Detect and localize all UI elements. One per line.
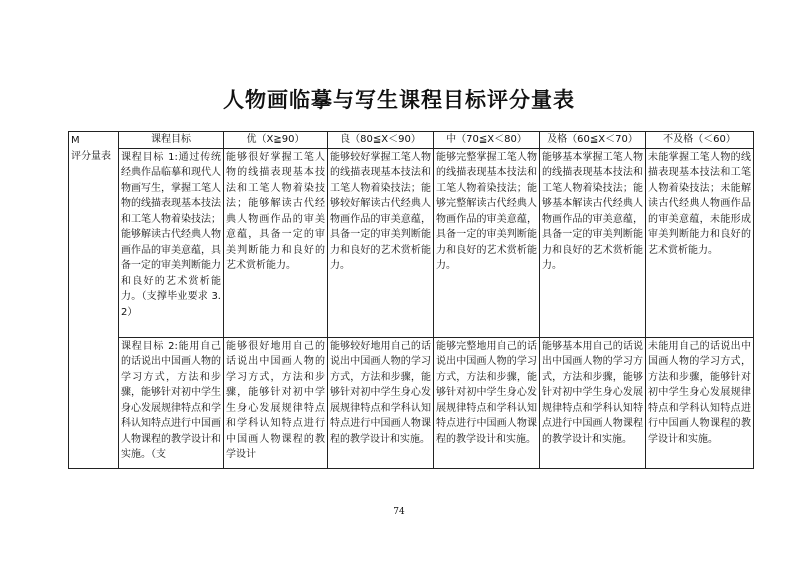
excellent-cell: 能够很好地用自己的话说出中国画人物的学习方式，方法和步骤，能够针对初中学生身心发展规律特点和学科认知特点进行中国画人物课程的教学设计 <box>224 337 328 468</box>
pass-cell: 能够基本掌握工笔人物的线描表现基本技法和工笔人物着染技法；能够基本解读古代经典人物画作品的审美意蕴，具备一定的审美判断能力和良好的艺术赏析能力。 <box>540 148 646 337</box>
column-header-fail: 不及格（＜60） <box>646 132 754 149</box>
pass-cell: 能够基本用自己的话说出中国画人物的学习方式，方法和步骤，能够针对初中学生身心发展规律特点和学科认知特点进行中国画人物课程的教学设计和实施。 <box>540 337 646 468</box>
page-number: 74 <box>393 507 405 517</box>
rubric-table <box>68 131 754 469</box>
fail-cell: 未能用自己的话说出中国画人物的学习方式，方法和步骤，能够针对初中学生身心发展规律特点和学科认知特点进行中国画人物课程的教学设计和实施。 <box>646 337 754 468</box>
header-row <box>69 132 754 149</box>
excellent-cell: 能够很好掌握工笔人物的线描表现基本技法和工笔人物着染技法；能够解读古代经典人物画作品的审美意蕴，具备一定的审美判断能力和良好的艺术赏析能力。 <box>224 148 328 337</box>
column-header-objective: 课程目标 <box>119 132 224 149</box>
good-cell: 能够较好掌握工笔人物的线描表现基本技法和工笔人物着染技法；能够较好解读古代经典人物画作品的审美意蕴，具备一定的审美判断能力和良好的艺术赏析能力。 <box>328 148 434 337</box>
objective-cell: 课程目标 1:通过传统经典作品临摹和现代人物画写生，掌握工笔人物的线描表现基本技法和工笔人物着染技法；能够解读古代经典人物画作品的审美意蕴，具备一定的审美判断能力和良好的艺术赏析能力。（支撑毕业要求 3.2） <box>119 148 224 337</box>
medium-cell: 能够完整地用自己的话说出中国画人物的学习方式，方法和步骤，能够针对初中学生身心发展规律特点和学科认知特点进行中国画人物课程的教学设计和实施。 <box>434 337 540 468</box>
objective-cell: 课程目标 2:能用自己的话说出中国画人物的学习方式，方法和步骤，能够针对初中学生身心发展规律特点和学科认知特点进行中国画人物课程的教学设计和实施。（支 <box>119 337 224 468</box>
column-header-good: 良（80≦X＜90） <box>328 132 434 149</box>
column-header-pass: 及格（60≦X＜70） <box>540 132 646 149</box>
row-header-label: 评分量表 <box>71 150 111 162</box>
column-header-excellent: 优（X≧90） <box>224 132 328 149</box>
row-header-letter: M <box>71 135 80 146</box>
fail-cell: 未能掌握工笔人物的线描表现基本技法和工笔人物着染技法；未能解读古代经典人物画作品的审美意蕴，未能形成审美判断能力和良好的艺术赏析能力。 <box>646 148 754 337</box>
table-row <box>69 337 754 468</box>
column-header-medium: 中（70≦X＜80） <box>434 132 540 149</box>
medium-cell: 能够完整掌握工笔人物的线描表现基本技法和工笔人物着染技法；能够完整解读古代经典人物画作品的审美意蕴，具备一定的审美判断能力和良好的艺术赏析能力。 <box>434 148 540 337</box>
table-row <box>69 148 754 337</box>
good-cell: 能够较好地用自己的话说出中国画人物的学习方式，方法和步骤，能够针对初中学生身心发展规律特点和学科认知特点进行中国画人物课程的教学设计和实施。 <box>328 337 434 468</box>
row-header-cell <box>69 132 119 469</box>
document-title: 人物画临摹与写生课程目标评分量表 <box>223 87 575 112</box>
